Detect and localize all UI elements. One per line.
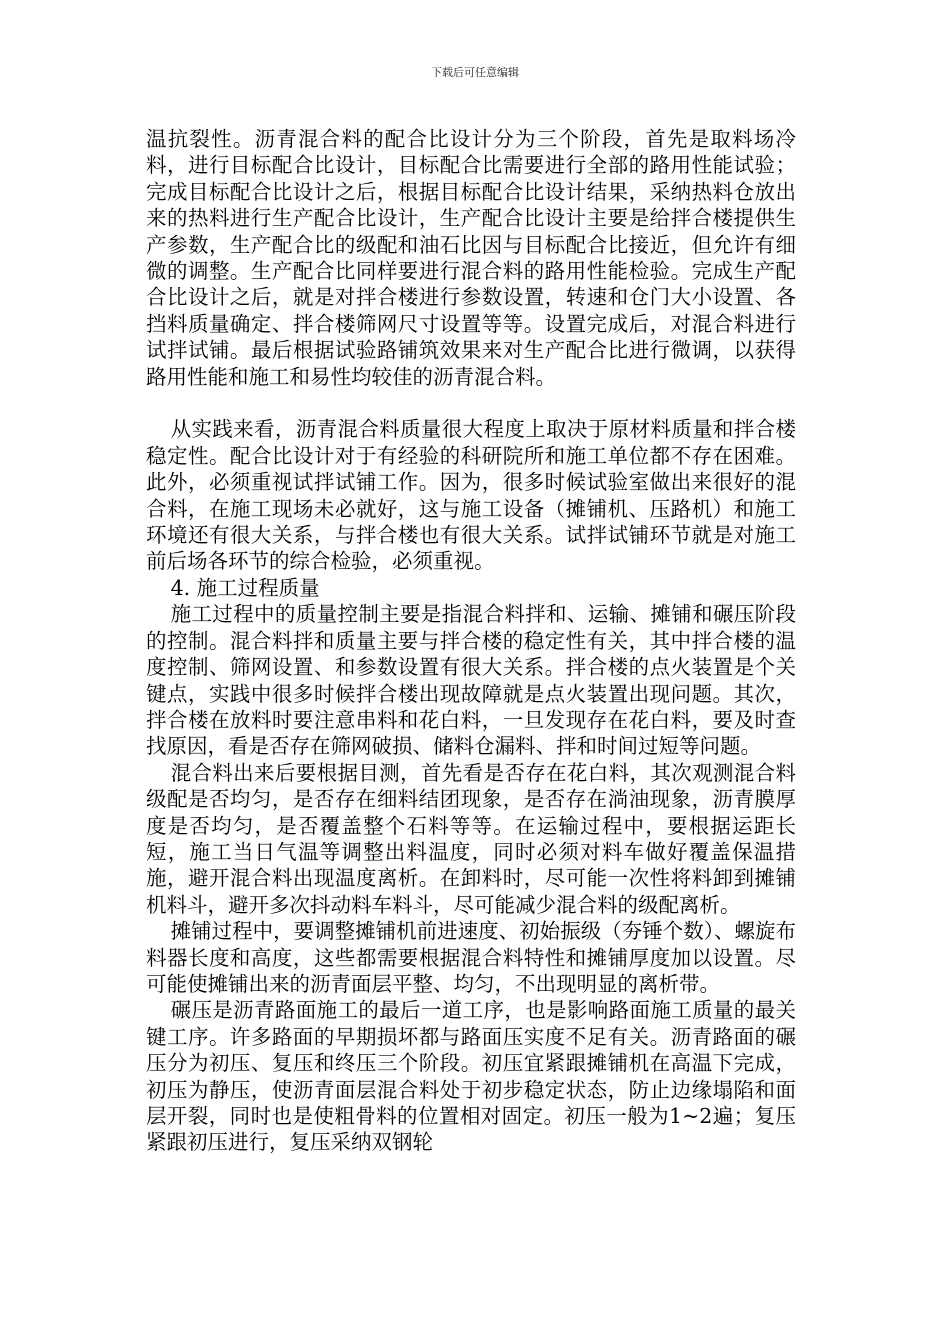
document-body [146, 126, 796, 1156]
paragraph-compaction: 碾压是沥青路面施工的最后一道工序，也是影响路面施工质量的最关键工序。许多路面的早期损坏都与路面压实度不足有关。沥青路面的碾压分为初压、复压和终压三个阶段。初压宜紧跟摊铺机在高温下完成，初压为静压，使沥青面层混合料处于初步稳定状态，防止边缘塌陷和面层开裂，同时也是使粗骨料的位置相对固定。初压一般为1~2遍；复压紧跟初压进行，复压采纳双钢轮 [146, 998, 796, 1155]
paragraph-transport: 混合料出来后要根据目测，首先看是否存在花白料，其次观测混合料级配是否均匀，是否存在细料结团现象，是否存在淌油现象，沥青膜厚度是否均匀，是否覆盖整个石料等等。在运输过程中，要根据运距长短，施工当日气温等调整出料温度，同时必须对料车做好覆盖保温措施，避开混合料出现温度离析。在卸料时，尽可能一次性将料卸到摊铺机料斗，避开多次抖动料车料斗，尽可能减少混合料的级配离析。 [146, 760, 796, 917]
section-heading-construction-quality: 4. 施工过程质量 [170, 575, 320, 600]
paragraph-paving: 摊铺过程中，要调整摊铺机前进速度、初始振级（夯锤个数）、螺旋布料器长度和高度，这些都需要根据混合料特性和摊铺厚度加以设置。尽可能使摊铺出来的沥青面层平整、均匀，不出现明显的离析带。 [146, 919, 796, 996]
paragraph-mix-design: 温抗裂性。沥青混合料的配合比设计分为三个阶段，首先是取料场冷料，进行目标配合比设计，目标配合比需要进行全部的路用性能试验；完成目标配合比设计之后，根据目标配合比设计结果，采纳热料仓放出来的热料进行生产配合比设计，生产配合比设计主要是给拌合楼提供生产参数，生产配合比的级配和油石比因与目标配合比接近，但允许有细微的调整。生产配合比同样要进行混合料的路用性能检验。完成生产配合比设计之后，就是对拌合楼进行参数设置，转速和仓门大小设置、各挡料质量确定、拌合楼筛网尺寸设置等等。设置完成后，对混合料进行试拌试铺。最后根据试验路铺筑效果来对生产配合比进行微调，以获得路用性能和施工和易性均较佳的沥青混合料。 [146, 127, 796, 389]
paragraph-practice: 从实践来看，沥青混合料质量很大程度上取决于原材料质量和拌合楼稳定性。配合比设计对于有经验的科研院所和施工单位都不存在困难。此外，必须重视试拌试铺工作。因为，很多时候试验室做出来很好的混合料，在施工现场未必就好，这与施工设备（摊铺机、压路机）和施工环境还有很大关系，与拌合楼也有很大关系。试拌试铺环节就是对施工前后场各环节的综合检验，必须重视。 [146, 417, 796, 574]
page-header-note: 下载后可任意编辑 [431, 66, 519, 79]
paragraph-mixing-control: 施工过程中的质量控制主要是指混合料拌和、运输、摊铺和碾压阶段的控制。混合料拌和质量主要与拌合楼的稳定性有关，其中拌合楼的温度控制、筛网设置、和参数设置有很大关系。拌合楼的点火装置是个关键点，实践中很多时候拌合楼出现故障就是点火装置出现问题。其次，拌合楼在放料时要注意串料和花白料，一旦发现存在花白料，要及时查找原因，看是否存在筛网破损、储料仓漏料、拌和时间过短等问题。 [146, 602, 796, 759]
